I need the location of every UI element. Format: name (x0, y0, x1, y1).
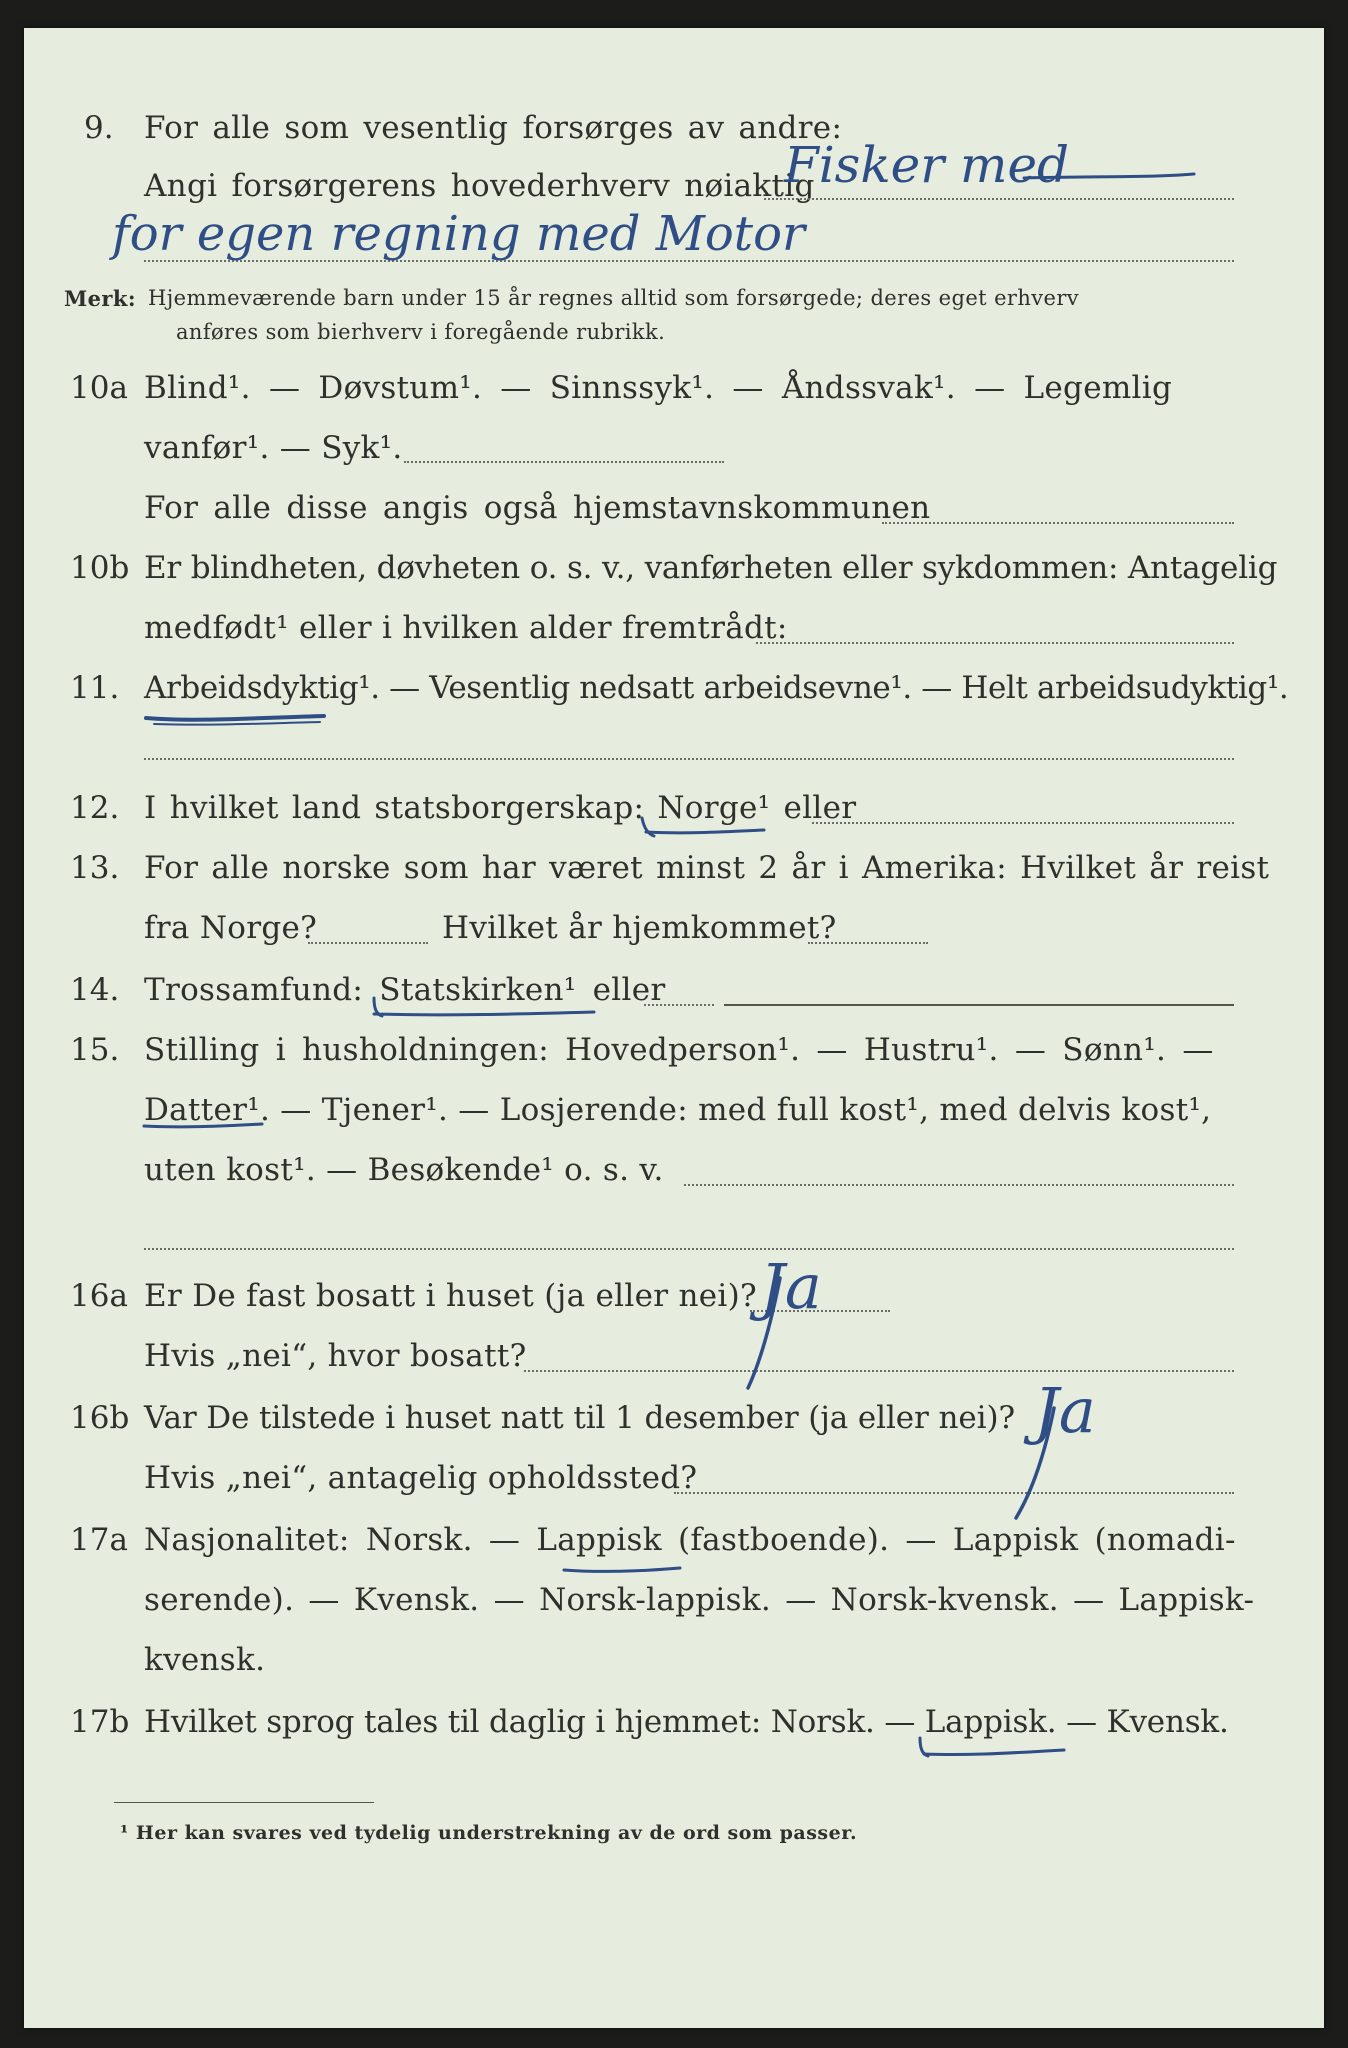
q12-number: 12. (70, 790, 120, 826)
q16b-line2: Hvis „nei“, antagelig opholdssted? (144, 1460, 698, 1496)
ink-ja-tail-16a (748, 1278, 780, 1388)
q16b-number: 16b (70, 1400, 130, 1436)
q9-line1: For alle som vesentlig forsørges av andre: (144, 110, 843, 146)
q15-number: 15. (70, 1032, 120, 1068)
q10b-line2: medfødt¹ eller i hvilken alder fremtrådt: (144, 610, 788, 646)
q10a-line2: vanfør¹. — Syk¹. (144, 430, 403, 466)
q16a-line1: Er De fast bosatt i huset (ja eller nei)? (144, 1278, 757, 1314)
merk-line1: Hjemmeværende barn under 15 år regnes alltid som forsørgede; deres eget erhverv (148, 286, 1080, 310)
census-form-page (24, 28, 1324, 2028)
q14-line1: Trossamfund: Statskirken¹ eller (144, 972, 666, 1008)
q16b-line1: Var De tilstede i huset natt til 1 desember (ja eller nei)? (144, 1400, 1015, 1436)
ink-strike-med (1024, 174, 1194, 178)
ink-underline-statskirken (374, 1012, 594, 1015)
q17a-line3: kvensk. (144, 1642, 266, 1678)
q15-line1: Stilling i husholdningen: Hovedperson¹. — Hustru¹. — Sønn¹. — (144, 1032, 1214, 1068)
q10a-line3: For alle disse angis også hjemstavnskommunen (144, 490, 931, 526)
q9-answer1: Fisker med (784, 136, 1070, 194)
q15-line2: Datter¹. — Tjener¹. — Losjerende: med full kost¹, med delvis kost¹, (144, 1092, 1212, 1128)
q14-number: 14. (70, 972, 120, 1008)
q13-line2b: Hvilket år hjemkommet? (442, 910, 837, 946)
q16a-answer: Ja (760, 1250, 822, 1323)
q17a-number: 17a (70, 1522, 128, 1558)
q10b-line1: Er blindheten, døvheten o. s. v., vanførheten eller sykdommen: Antagelig (144, 550, 1278, 586)
q13-line1: For alle norske som har været minst 2 år i Amerika: Hvilket år reist (144, 850, 1270, 886)
q17a-line1: Nasjonalitet: Norsk. — Lappisk (fastboende). — Lappisk (nomadi- (144, 1522, 1236, 1558)
q10a-line1: Blind¹. — Døvstum¹. — Sinnssyk¹. — Åndssvak¹. — Legemlig (144, 370, 1173, 406)
q17b-line1: Hvilket sprog tales til daglig i hjemmet: Norsk. — Lappisk. — Kvensk. (144, 1704, 1229, 1740)
q16b-answer: Ja (1034, 1374, 1096, 1447)
ink-underline-arbeidsdyktig (146, 716, 324, 720)
footnote: ¹ Her kan svares ved tydelig understrekning av de ord som passer. (120, 1822, 858, 1844)
q9-line2: Angi forsørgerens hovederhverv nøiaktig (144, 168, 815, 204)
ink-underline-lappisk-17b (924, 1750, 1064, 1755)
ink-ja-tail-16b (1016, 1408, 1054, 1518)
q9-number: 9. (84, 110, 114, 146)
q17a-line2: serende). — Kvensk. — Norsk-lappisk. — Norsk-kvensk. — Lappisk- (144, 1582, 1255, 1618)
ink-marks (24, 28, 1324, 2028)
q10a-number: 10a (70, 370, 128, 406)
q16a-line2: Hvis „nei“, hvor bosatt? (144, 1338, 527, 1374)
q12-line1: I hvilket land statsborgerskap: Norge¹ eller (144, 790, 857, 826)
ink-underline-arbeidsdyktig-2 (154, 722, 320, 725)
q11-number: 11. (70, 670, 120, 706)
q13-line2: fra Norge? (144, 910, 318, 946)
ink-underline-lappisk-17a (564, 1568, 680, 1571)
ink-underline-datter (144, 1124, 262, 1127)
ink-underline-norge (646, 830, 764, 833)
q9-answer2: for egen regning med Motor (112, 206, 805, 262)
q11-line1: Arbeidsdyktig¹. — Vesentlig nedsatt arbeidsevne¹. — Helt arbeidsudyktig¹. (144, 670, 1289, 706)
q16a-number: 16a (70, 1278, 128, 1314)
merk-label: Merk: (64, 286, 136, 311)
q17b-number: 17b (70, 1704, 130, 1740)
q15-line3: uten kost¹. — Besøkende¹ o. s. v. (144, 1152, 664, 1188)
q13-number: 13. (70, 850, 120, 886)
merk-line2: anføres som bierhverv i foregående rubrikk. (176, 320, 666, 344)
q10b-number: 10b (70, 550, 130, 586)
